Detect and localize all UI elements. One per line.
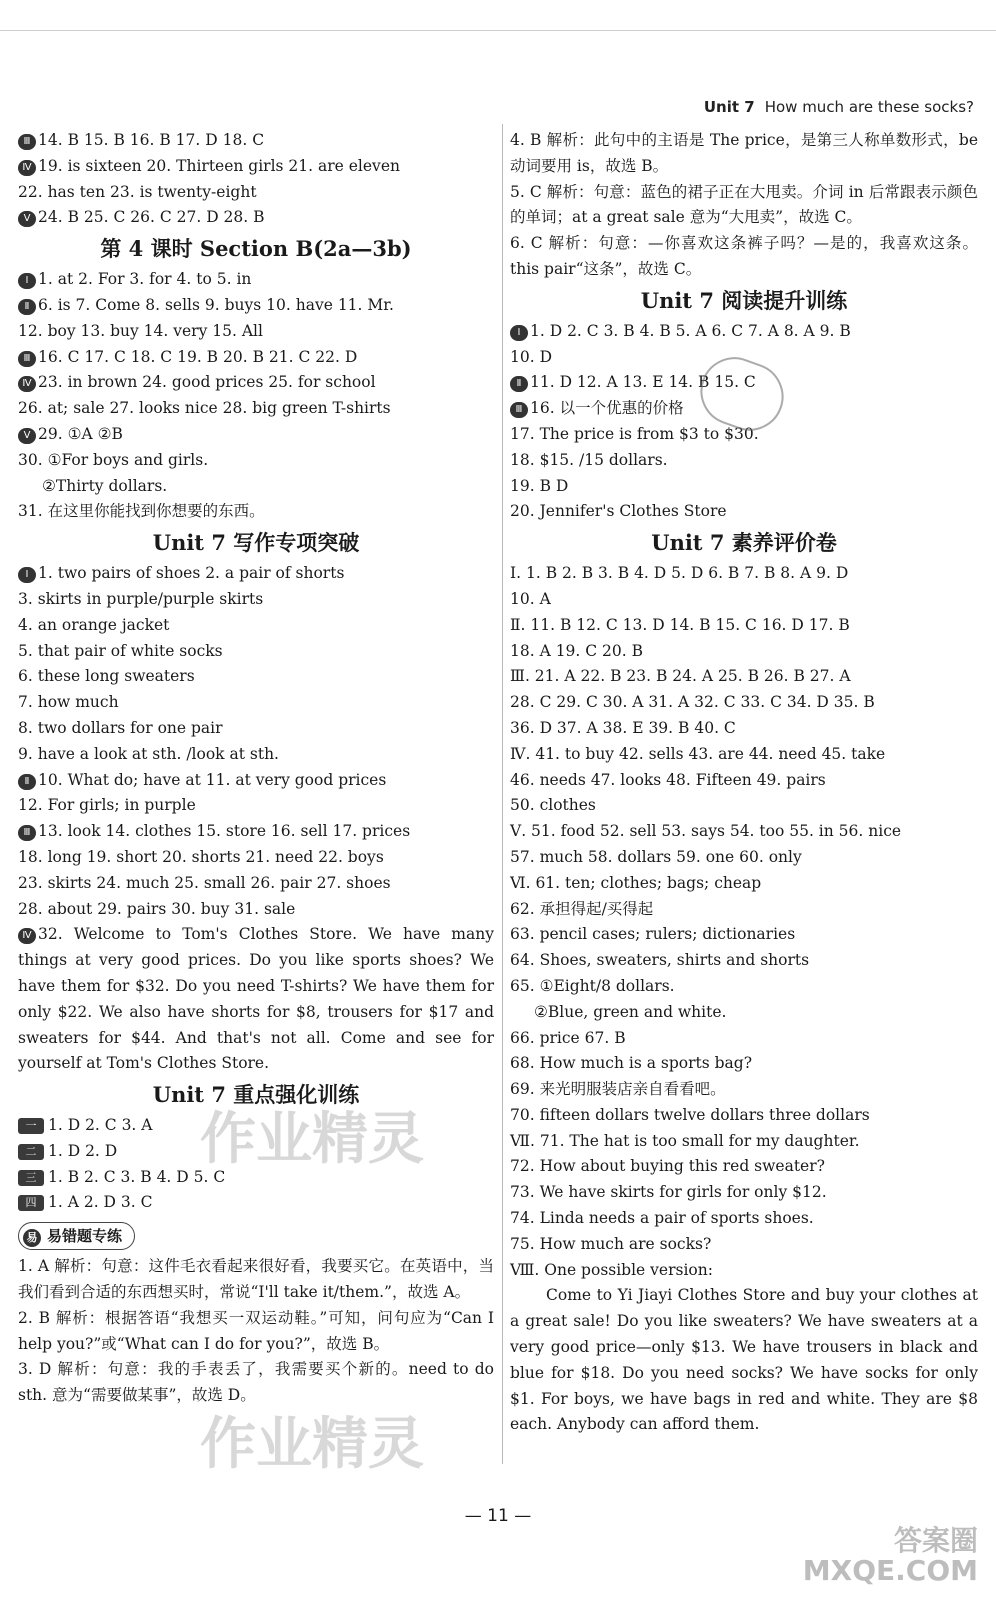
answer-line: ②Blue, green and white. xyxy=(534,1002,727,1021)
error-practice-continued xyxy=(510,128,978,283)
error-practice-answers xyxy=(18,1254,494,1409)
answer-line xyxy=(18,474,494,500)
site-logo xyxy=(803,1526,978,1586)
heading-writing: Unit 7 写作专项突破 xyxy=(152,530,360,556)
section-badge: Ⅳ xyxy=(18,376,36,392)
explanation-item: 5. C 解析：句意：蓝色的裙子正在大甩卖。介词 in 后常跟表示颜色的单词；at a great sale 意为“大甩卖”，故选 C。 xyxy=(510,182,978,227)
answer-text: 3. skirts in purple/purple skirts xyxy=(18,589,264,608)
answer-line xyxy=(18,639,494,665)
answer-line xyxy=(18,561,494,587)
answer-line: Ⅲ. 21. A 22. B 23. B 24. A 25. B 26. B 27. A xyxy=(510,667,851,686)
answer-text: 16. 以一个优惠的价格 xyxy=(530,399,684,418)
answer-text: 19. B D xyxy=(510,476,569,495)
answer-line xyxy=(18,1190,494,1216)
answer-text: 31. 在这里你能找到你想要的东西。 xyxy=(18,502,265,521)
answer-text: 18. long 19. short 20. shorts 21. need 22. boys xyxy=(18,847,384,866)
section-badge: Ⅲ xyxy=(510,402,528,418)
section-badge: Ⅴ xyxy=(18,211,36,227)
heading-assessment: Unit 7 素养评价卷 xyxy=(651,530,837,556)
left-column xyxy=(18,128,494,1409)
answer-line xyxy=(18,267,494,293)
section-badge: Ⅲ xyxy=(18,825,36,841)
answer-line xyxy=(18,180,494,206)
answer-text: 1. B 2. C 3. B 4. D 5. C xyxy=(48,1167,226,1186)
explanation-item: 4. B 解析：此句中的主语是 The price，是第三人称单数形式，be 动词要用 is，故选 B。 xyxy=(510,131,978,175)
section-badge: Ⅳ xyxy=(18,928,36,944)
answer-text: 6. is 7. Come 8. sells 9. buys 10. have 11. Mr. xyxy=(38,295,394,314)
answer-line xyxy=(18,396,494,422)
page-number: — 11 — xyxy=(464,1506,532,1526)
answer-line xyxy=(18,205,494,231)
answer-text: ②Thirty dollars. xyxy=(42,476,168,495)
answer-text: 14. B 15. B 16. B 17. D 18. C xyxy=(38,131,265,149)
answer-line: 68. How much is a sports bag? xyxy=(510,1054,753,1073)
answer-text: 26. at; sale 27. looks nice 28. big green T-shirts xyxy=(18,399,391,418)
answer-line: 57. much 58. dollars 59. one 60. only xyxy=(510,847,802,866)
running-head xyxy=(704,98,974,116)
explanation-item: 2. B 解析：根据答语“我想买一双运动鞋。”可知，问句应为“Can I help you?”或“What can I do for you?”，故选 B。 xyxy=(18,1308,494,1353)
error-practice-label: 易错题专练 xyxy=(47,1227,123,1246)
section-badge: Ⅰ xyxy=(510,325,528,341)
answer-text: 20. Jennifer's Clothes Store xyxy=(510,502,727,521)
answer-line xyxy=(18,319,494,345)
answer-line: Ⅷ. One possible version: xyxy=(510,1260,713,1279)
assessment-essay: Come to Yi Jiayi Clothes Store and buy your clothes at a great sale! Do you like sweaters? We have sweaters at a very good price—only $13. We have trousers in black and blue for $18. Do you need socks? We have socks for only $1. For boys, we have bags in red and white. They are $8 each. Anybody can afford them. xyxy=(510,1286,978,1434)
site-logo-line: 答案圈 xyxy=(893,1524,978,1557)
answer-line xyxy=(18,154,494,180)
answer-line xyxy=(18,613,494,639)
answer-line: 65. ①Eight/8 dollars. xyxy=(510,976,675,995)
answer-line xyxy=(18,293,494,319)
answer-line: 73. We have skirts for girls for only $12. xyxy=(510,1183,827,1202)
answer-line xyxy=(18,742,494,768)
answer-text: 1. D 2. C 3. A xyxy=(48,1116,153,1135)
answer-line: 74. Linda needs a pair of sports shoes. xyxy=(510,1209,814,1228)
watermark: 作业精灵 xyxy=(200,1412,424,1477)
answer-line xyxy=(18,664,494,690)
answer-line: 28. C 29. C 30. A 31. A 32. C 33. C 34. D 35. B xyxy=(510,693,875,712)
answer-text: 12. For girls; in purple xyxy=(18,796,196,815)
answer-line: 72. How about buying this red sweater? xyxy=(510,1157,825,1176)
running-head-unit: Unit 7 xyxy=(703,98,755,116)
answer-line xyxy=(510,319,978,345)
answer-text: 16. C 17. C 18. C 19. B 20. B 21. C 22. D xyxy=(38,347,358,366)
answer-line xyxy=(18,587,494,613)
answer-line: 75. How much are socks? xyxy=(510,1234,712,1253)
answer-line xyxy=(18,768,494,794)
answer-line: Ⅶ. 71. The hat is too small for my daughter. xyxy=(510,1131,860,1150)
answer-text: 1. A 2. D 3. C xyxy=(48,1193,153,1212)
writing-essay xyxy=(18,922,494,1077)
answer-text: 23. skirts 24. much 25. small 26. pair 27. shoes xyxy=(18,873,391,892)
writing-essay-text: 32. Welcome to Tom's Clothes Store. We have many things at very good prices. Do you like sports shoes? We have them for $32. Do you need T-shirts? We have them for only $22. We also have shorts for $8, trousers for $17 and sweaters for $44. And that's not all. Come and see for yourself at Tom's Clothes Store. xyxy=(18,925,494,1073)
answer-line: Ⅴ. 51. food 52. sell 53. says 54. too 55. in 56. nice xyxy=(510,822,902,841)
answer-text: 10. What do; have at 11. at very good prices xyxy=(38,770,387,789)
answer-line: 10. A xyxy=(510,589,551,608)
answer-line: Ⅱ. 11. B 12. C 13. D 14. B 15. C 16. D 17. B xyxy=(510,615,850,634)
error-practice-icon: 易 xyxy=(23,1229,41,1247)
top-rule xyxy=(0,30,996,31)
section-badge: Ⅱ xyxy=(510,376,528,392)
answer-text: 23. in brown 24. good prices 25. for school xyxy=(38,373,376,392)
answer-line: 69. 来光明服装店亲自看看吧。 xyxy=(510,1080,726,1099)
section-badge: Ⅰ xyxy=(18,273,36,289)
part-tag: 三 xyxy=(18,1170,44,1186)
error-practice-title xyxy=(18,1222,135,1250)
answer-text: 8. two dollars for one pair xyxy=(18,718,223,737)
answer-text: 6. these long sweaters xyxy=(18,667,195,686)
answer-line: 36. D 37. A 38. E 39. B 40. C xyxy=(510,718,736,737)
section-b-prev-answers xyxy=(18,128,494,231)
explanation-item: 1. A 解析：句意：这件毛衣看起来很好看，我要买它。在英语中，当我们看到合适的东西想买时，常说“I'll take it/them.”，故选 A。 xyxy=(18,1257,494,1302)
watermark: 作业精灵 xyxy=(200,1107,424,1172)
answer-text: 18. $15. /15 dollars. xyxy=(510,450,668,469)
answer-line xyxy=(18,370,494,396)
answer-text: 29. ①A ②B xyxy=(38,424,123,443)
answer-text: 10. D xyxy=(510,347,553,366)
part-tag: 四 xyxy=(18,1195,44,1211)
right-column xyxy=(510,128,978,1438)
answer-text: 22. has ten 23. is twenty-eight xyxy=(18,182,257,201)
answer-text: 19. is sixteen 20. Thirteen girls 21. are eleven xyxy=(38,156,400,175)
answer-line xyxy=(510,448,978,474)
answer-line: 46. needs 47. looks 48. Fifteen 49. pairs xyxy=(510,770,826,789)
answer-line xyxy=(510,499,978,525)
answer-text: 5. that pair of white socks xyxy=(18,641,223,660)
answer-line xyxy=(18,819,494,845)
answer-text: 1. D 2. C 3. B 4. B 5. A 6. C 7. A 8. A 9. B xyxy=(530,321,851,340)
running-head-title: How much are these socks? xyxy=(764,98,974,116)
answer-line xyxy=(18,448,494,474)
site-logo-line: MXQE.COM xyxy=(802,1554,978,1587)
section-badge: Ⅴ xyxy=(18,428,36,444)
answer-line xyxy=(18,871,494,897)
answer-line xyxy=(18,128,494,154)
answer-text: 1. D 2. D xyxy=(48,1141,118,1160)
heading-lesson-4: 第 4 课时 Section B(2a—3b) xyxy=(100,236,412,262)
section-badge: Ⅱ xyxy=(18,299,36,315)
explanation-item: 3. D 解析：句意：我的手表丢了，我需要买个新的。need to do sth. 意为“需要做某事”，故选 D。 xyxy=(18,1360,494,1405)
answer-text: 30. ①For boys and girls. xyxy=(18,450,209,469)
section-badge: Ⅰ xyxy=(18,567,36,583)
answer-line: 50. clothes xyxy=(510,796,596,815)
answer-text: 11. D 12. A 13. E 14. B 15. C xyxy=(530,373,756,392)
answer-text: 28. about 29. pairs 30. buy 31. sale xyxy=(18,899,296,918)
answer-line xyxy=(18,422,494,448)
answer-text: 24. B 25. C 26. C 27. D 28. B xyxy=(38,208,265,227)
answer-line: 64. Shoes, sweaters, shirts and shorts xyxy=(510,951,810,970)
explanation-item: 6. C 解析：句意：—你喜欢这条裤子吗？—是的，我喜欢这条。this pair“这条”，故选 C。 xyxy=(510,234,978,278)
answer-text: 1. at 2. For 3. for 4. to 5. in xyxy=(38,270,252,289)
answer-line: 18. A 19. C 20. B xyxy=(510,641,644,660)
assessment-answers xyxy=(510,561,978,1283)
answer-text: 9. have a look at sth. /look at sth. xyxy=(18,744,279,763)
part-tag: 一 xyxy=(18,1118,44,1134)
answer-text: 12. boy 13. buy 14. very 15. All xyxy=(18,321,263,340)
answer-line xyxy=(18,897,494,923)
answer-line: 63. pencil cases; rulers; dictionaries xyxy=(510,925,796,944)
section-badge: Ⅲ xyxy=(18,134,36,150)
answer-text: 7. how much xyxy=(18,693,119,712)
answer-line: 70. fifteen dollars twelve dollars three dollars xyxy=(510,1105,870,1124)
answer-text: 13. look 14. clothes 15. store 16. sell 17. prices xyxy=(38,822,411,841)
answer-line: Ⅵ. 61. ten; clothes; bags; cheap xyxy=(510,873,762,892)
heading-key-training: Unit 7 重点强化训练 xyxy=(152,1082,360,1108)
heading-reading: Unit 7 阅读提升训练 xyxy=(640,287,848,313)
answer-line xyxy=(18,690,494,716)
answer-line xyxy=(18,845,494,871)
section-badge: Ⅲ xyxy=(18,351,36,367)
answer-line xyxy=(18,793,494,819)
answer-text: 1. two pairs of shoes 2. a pair of shorts xyxy=(38,564,345,583)
answer-line: Ⅳ. 41. to buy 42. sells 43. are 44. need 45. take xyxy=(510,744,886,763)
answer-line xyxy=(18,345,494,371)
answer-line xyxy=(510,474,978,500)
answer-line xyxy=(18,716,494,742)
part-tag: 二 xyxy=(18,1144,44,1160)
answer-line xyxy=(18,499,494,525)
answer-line: Ⅰ. 1. B 2. B 3. B 4. D 5. D 6. B 7. B 8. A 9. D xyxy=(510,564,849,583)
lesson-4-answers xyxy=(18,267,494,525)
section-badge: Ⅱ xyxy=(18,774,36,790)
answer-text: 17. The price is from $3 to $30. xyxy=(510,424,759,443)
column-divider xyxy=(502,124,503,1464)
answer-text: 4. an orange jacket xyxy=(18,615,170,634)
writing-answers xyxy=(18,561,494,922)
answer-line: 66. price 67. B xyxy=(510,1028,626,1047)
section-badge: Ⅳ xyxy=(18,160,36,176)
answer-line: 62. 承担得起/买得起 xyxy=(510,899,654,918)
